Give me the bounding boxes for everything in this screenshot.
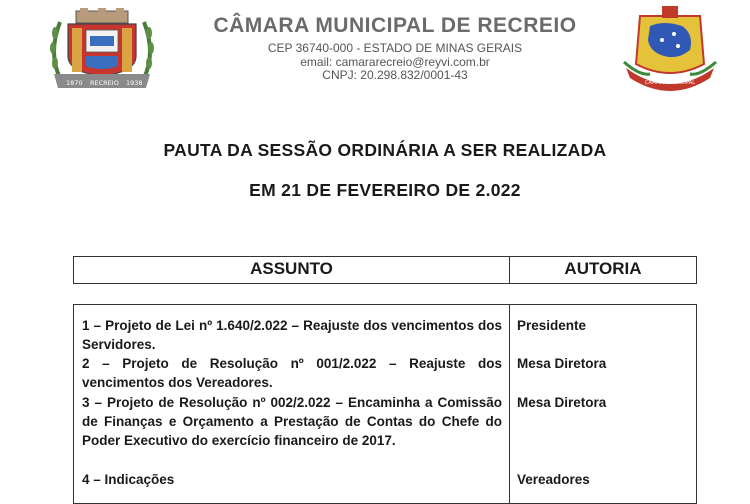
header-cep-state: CEP 36740-000 - ESTADO DE MINAS GERAIS	[267, 41, 523, 55]
header-cnpj: CNPJ: 20.298.832/0001-43	[322, 68, 468, 82]
seal-name: RECREIO	[90, 79, 119, 87]
agenda-item-3: 3 – Projeto de Resolução nº 002/2.022 – Encaminha a Comissão de Finanças e Orçamento a Prestação de Contas do Chefe do Poder Executivo do exercício financeiro de 2017.	[82, 395, 502, 448]
header-title: CÂMARA MUNICIPAL DE RECREIO	[213, 14, 577, 37]
agenda-author-1: Presidente	[517, 318, 587, 333]
header-email: email: camararecreio@reyvi.com.br	[300, 55, 490, 69]
table-header-author: AUTORIA	[564, 259, 642, 278]
seal-year-right: 1938	[126, 79, 143, 87]
agenda-author-4: Vereadores	[517, 472, 590, 487]
agenda-item-4: 4 – Indicações	[82, 472, 175, 487]
emblem-caption: CÂMARA MUNICIPAL	[645, 80, 695, 86]
agenda-author-3: Mesa Diretora	[517, 395, 607, 410]
seal-year-left: 1870	[66, 79, 83, 87]
table-header-subject: ASSUNTO	[250, 259, 333, 278]
agenda-author-2: Mesa Diretora	[517, 356, 607, 371]
document-title-line1: PAUTA DA SESSÃO ORDINÁRIA A SER REALIZADA	[163, 140, 607, 160]
agenda-item-2: 2 – Projeto de Resolução nº 001/2.022 – Reajuste dos vencimentos dos Vereadores.	[82, 356, 502, 390]
document-title-line2: EM 21 DE FEVEREIRO DE 2.022	[249, 180, 521, 200]
agenda-item-1: 1 – Projeto de Lei nº 1.640/2.022 – Reajuste dos vencimentos dos Servidores.	[82, 318, 502, 352]
